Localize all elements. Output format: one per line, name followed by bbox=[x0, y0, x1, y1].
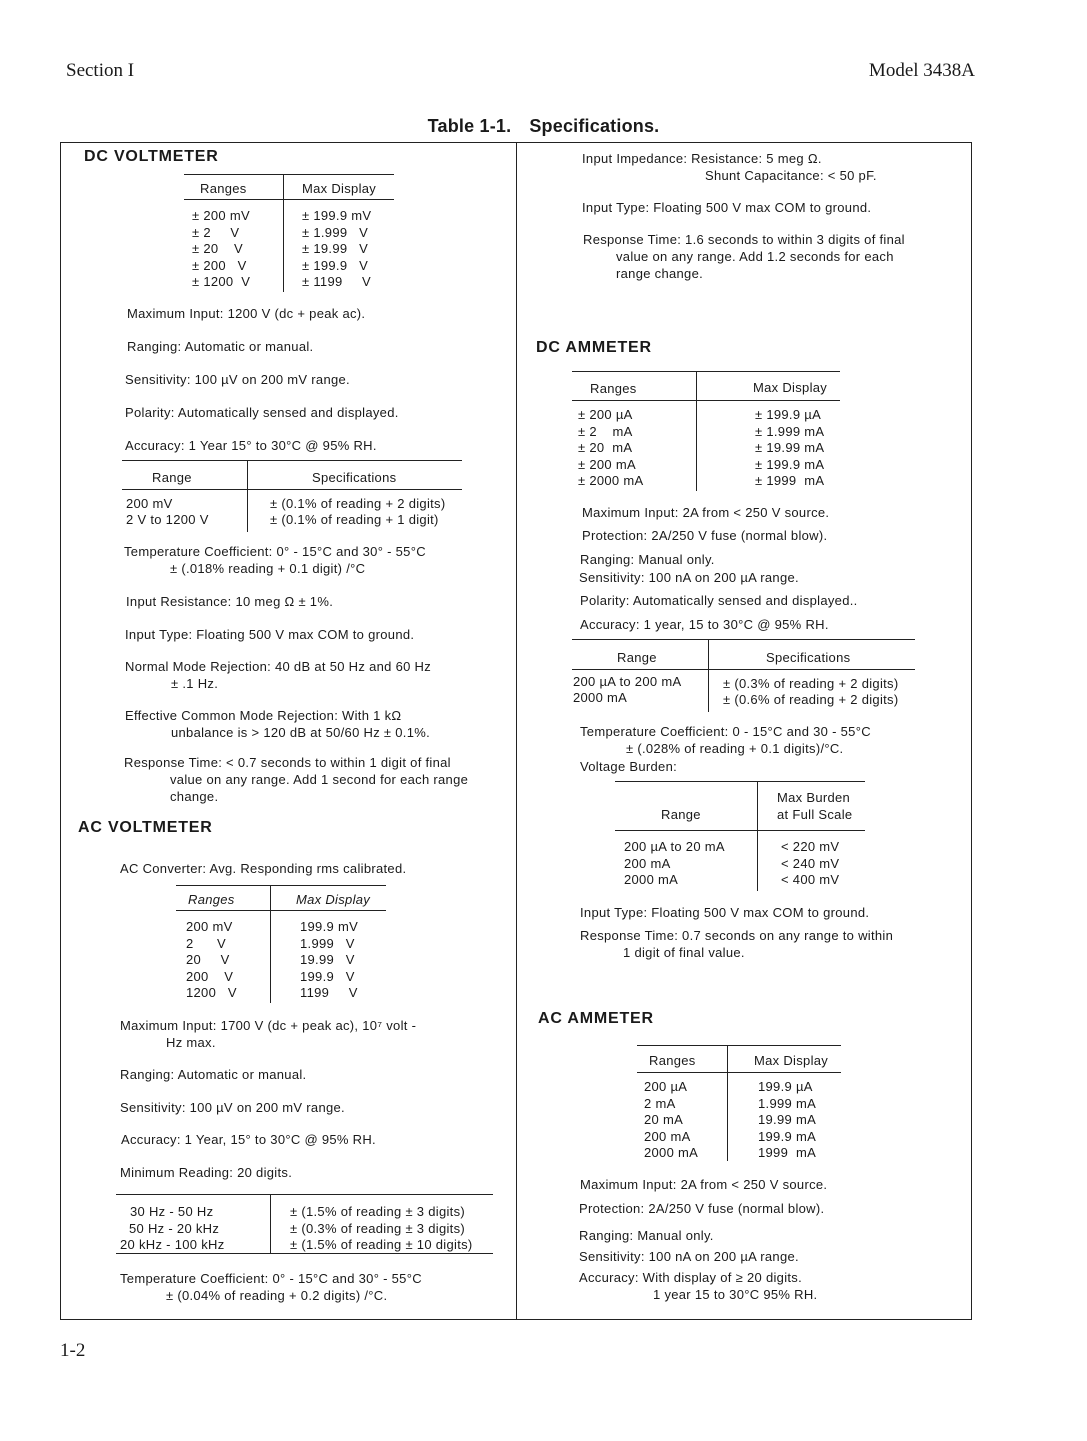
column-header: Max Display bbox=[302, 181, 377, 196]
table-cell: ± 199.9 µA bbox=[755, 407, 822, 422]
table-cell: ± 1999 mA bbox=[755, 473, 825, 488]
page-number: 1-2 bbox=[60, 1340, 86, 1361]
acv-converter: AC Converter: Avg. Responding rms calibrated. bbox=[120, 861, 407, 876]
dca-sensitivity: Sensitivity: 100 nA on 200 µA range. bbox=[579, 570, 799, 585]
dca-accuracy: Accuracy: 1 year, 15 to 30°C @ 95% RH. bbox=[580, 617, 829, 632]
aca-protection: Protection: 2A/250 V fuse (normal blow). bbox=[579, 1201, 825, 1216]
dca-protection: Protection: 2A/250 V fuse (normal blow). bbox=[582, 528, 828, 543]
dca-polarity: Polarity: Automatically sensed and displayed.. bbox=[580, 593, 858, 608]
dcv-ranging: Ranging: Automatic or manual. bbox=[127, 339, 314, 354]
table-cell: ± (1.5% of reading ± 10 digits) bbox=[290, 1237, 473, 1252]
table-cell: ± 1.999 mA bbox=[755, 423, 825, 439]
dcv-normal-mode-rejection: Normal Mode Rejection: 40 dB at 50 Hz and 60 Hz ± .1 Hz. bbox=[125, 659, 432, 691]
model-label: Model 3438A bbox=[868, 60, 975, 81]
table-title bbox=[0, 116, 1087, 137]
table-cell: 1.999 V bbox=[300, 935, 355, 951]
table-cell: ± 2 mA bbox=[578, 423, 633, 439]
table-cell: 2 V to 1200 V bbox=[126, 512, 209, 527]
dca-temp-coefficient: Temperature Coefficient: 0 - 15°C and 30 - 55°C ± (.028% of reading + 0.1 digits)/°C. bbox=[580, 724, 871, 756]
dcv-accuracy-table bbox=[122, 460, 462, 532]
dca-ranging: Ranging: Manual only. bbox=[580, 552, 715, 567]
table-cell: 200 mV bbox=[126, 496, 173, 511]
column-header: Ranges bbox=[188, 892, 235, 907]
table-cell: 200 mA bbox=[624, 855, 671, 871]
table-number: Table 1-1. bbox=[427, 116, 512, 136]
table-cell: 1199 V bbox=[300, 985, 358, 1000]
table-cell: 1999 mA bbox=[758, 1145, 817, 1160]
column-header: Max Burden bbox=[777, 790, 851, 805]
table-cell: ± 1200 V bbox=[192, 274, 251, 289]
table-cell: 2 V bbox=[186, 935, 226, 951]
table-cell: 20 V bbox=[186, 952, 230, 967]
ac-ammeter-heading: AC AMMETER bbox=[538, 1010, 654, 1027]
table-cell: 20 kHz - 100 kHz bbox=[120, 1237, 225, 1252]
column-header: Range bbox=[661, 807, 701, 822]
table-cell: ± 200 µA bbox=[578, 407, 633, 422]
table-cell: 19.99 mA bbox=[758, 1112, 817, 1127]
table-cell: 200 µA to 20 mA bbox=[624, 839, 725, 854]
aca-ranging: Ranging: Manual only. bbox=[579, 1228, 714, 1243]
dcv-response-time: Response Time: < 0.7 seconds to within 1 digit of final value on any range. Add 1 second for each range change. bbox=[124, 755, 469, 804]
acv-max-input: Maximum Input: 1700 V (dc + peak ac), 10⁷ volt - Hz max. bbox=[120, 1018, 417, 1050]
table-cell: < 400 mV bbox=[781, 872, 840, 887]
table-cell: ± 2 V bbox=[192, 224, 240, 240]
table-cell: ± (0.6% of reading + 2 digits) bbox=[723, 692, 899, 707]
table-cell: ± (0.3% of reading + 2 digits) bbox=[723, 676, 899, 691]
table-cell: 30 Hz - 50 Hz bbox=[130, 1204, 214, 1219]
dca-voltage-burden: Voltage Burden: bbox=[580, 759, 678, 774]
table-cell: ± 19.99 mA bbox=[755, 440, 825, 455]
acv-response-time: Response Time: 1.6 seconds to within 3 digits of final value on any range. Add 1.2 seconds for each range change. bbox=[583, 232, 905, 281]
column-header: Range bbox=[617, 650, 657, 665]
acv-ranging: Ranging: Automatic or manual. bbox=[120, 1067, 307, 1082]
dcv-common-mode-rejection: Effective Common Mode Rejection: With 1 kΩ unbalance is > 120 dB at 50/60 Hz ± 0.1%. bbox=[125, 708, 431, 740]
table-cell: ± 200 mA bbox=[578, 456, 636, 472]
column-divider bbox=[516, 142, 517, 1320]
column-header: Ranges bbox=[200, 181, 247, 196]
dca-input-type: Input Type: Floating 500 V max COM to ground. bbox=[580, 905, 870, 920]
table-cell: 199.9 mA bbox=[758, 1128, 817, 1144]
table-cell: 200 µA bbox=[644, 1079, 688, 1094]
table-cell: 200 V bbox=[186, 968, 234, 984]
table-cell: ± (0.1% of reading + 1 digit) bbox=[270, 512, 439, 527]
column-header: Ranges bbox=[649, 1053, 696, 1068]
column-header: Max Display bbox=[296, 892, 371, 907]
dca-response-time: Response Time: 0.7 seconds on any range to within 1 digit of final value. bbox=[580, 928, 894, 960]
column-header: at Full Scale bbox=[777, 807, 853, 822]
dca-max-input: Maximum Input: 2A from < 250 V source. bbox=[582, 505, 830, 520]
dca-range-table bbox=[572, 371, 840, 491]
table-cell: 20 mA bbox=[644, 1112, 684, 1127]
dcv-temp-coefficient: Temperature Coefficient: 0° - 15°C and 30° - 55°C ± (.018% reading + 0.1 digit) /°C bbox=[124, 544, 426, 576]
dca-accuracy-table bbox=[572, 639, 915, 712]
table-cell: 200 µA to 200 mA bbox=[573, 674, 682, 689]
table-cell: 199.9 µA bbox=[758, 1079, 813, 1094]
dcv-max-input: Maximum Input: 1200 V (dc + peak ac). bbox=[127, 306, 366, 321]
ac-voltmeter-heading: AC VOLTMETER bbox=[78, 819, 213, 836]
table-cell: ± 19.99 V bbox=[302, 241, 369, 256]
table-cell: ± 200 mV bbox=[192, 208, 250, 223]
column-header: Specifications bbox=[312, 470, 397, 485]
table-cell: 2000 mA bbox=[644, 1145, 699, 1160]
aca-range-table bbox=[637, 1045, 841, 1161]
table-cell: 200 mA bbox=[644, 1128, 691, 1144]
acv-input-impedance: Input Impedance: Resistance: 5 meg Ω. Shunt Capacitance: < 50 pF. bbox=[582, 151, 877, 183]
dcv-input-resistance: Input Resistance: 10 meg Ω ± 1%. bbox=[126, 594, 334, 609]
table-cell: 50 Hz - 20 kHz bbox=[129, 1220, 220, 1236]
column-header: Max Display bbox=[754, 1053, 829, 1068]
table-cell: 1200 V bbox=[186, 985, 237, 1000]
table-cell: ± 199.9 V bbox=[302, 257, 369, 273]
table-cell: 1.999 mA bbox=[758, 1095, 817, 1111]
acv-range-table bbox=[176, 885, 386, 1003]
dc-voltmeter-heading: DC VOLTMETER bbox=[84, 148, 219, 165]
column-header: Range bbox=[152, 470, 192, 485]
table-cell: ± 2000 mA bbox=[578, 473, 644, 488]
aca-accuracy: Accuracy: With display of ≥ 20 digits. 1 year 15 to 30°C 95% RH. bbox=[579, 1270, 818, 1302]
table-cell: ± (1.5% of reading ± 3 digits) bbox=[290, 1204, 466, 1219]
table-cell: 2000 mA bbox=[573, 690, 628, 705]
dcv-polarity: Polarity: Automatically sensed and displayed. bbox=[125, 405, 399, 420]
table-cell: ± 199.9 mV bbox=[302, 208, 372, 223]
table-cell: 2000 mA bbox=[624, 872, 679, 887]
table-cell: ± 199.9 mA bbox=[755, 456, 825, 472]
table-cell: ± 200 V bbox=[192, 257, 247, 273]
dcv-sensitivity: Sensitivity: 100 µV on 200 mV range. bbox=[125, 372, 350, 387]
acv-sensitivity: Sensitivity: 100 µV on 200 mV range. bbox=[120, 1100, 345, 1115]
table-cell: ± 20 mA bbox=[578, 440, 633, 455]
acv-frequency-table bbox=[116, 1194, 493, 1254]
column-header: Max Display bbox=[753, 380, 828, 395]
dcv-accuracy: Accuracy: 1 Year 15° to 30°C @ 95% RH. bbox=[125, 438, 377, 453]
table-cell: ± 20 V bbox=[192, 241, 244, 256]
column-header: Specifications bbox=[766, 650, 851, 665]
acv-min-reading: Minimum Reading: 20 digits. bbox=[120, 1165, 293, 1180]
table-cell: < 240 mV bbox=[781, 855, 840, 871]
acv-input-type: Input Type: Floating 500 V max COM to ground. bbox=[582, 200, 872, 215]
table-name: Specifications. bbox=[529, 116, 660, 136]
table-cell: ± (0.3% of reading ± 3 digits) bbox=[290, 1220, 466, 1236]
aca-sensitivity: Sensitivity: 100 nA on 200 µA range. bbox=[579, 1249, 799, 1264]
table-cell: ± 1199 V bbox=[302, 274, 372, 289]
table-cell: 19.99 V bbox=[300, 952, 355, 967]
table-cell: 199.9 mV bbox=[300, 919, 359, 934]
section-label: Section I bbox=[66, 60, 135, 81]
aca-max-input: Maximum Input: 2A from < 250 V source. bbox=[580, 1177, 828, 1192]
table-cell: < 220 mV bbox=[781, 839, 840, 854]
dca-burden-table bbox=[615, 781, 865, 891]
table-cell: 199.9 V bbox=[300, 968, 355, 984]
acv-accuracy: Accuracy: 1 Year, 15° to 30°C @ 95% RH. bbox=[121, 1132, 376, 1147]
acv-temp-coefficient: Temperature Coefficient: 0° - 15°C and 30° - 55°C ± (0.04% of reading + 0.2 digits) /°C. bbox=[120, 1271, 422, 1303]
dcv-input-type: Input Type: Floating 500 V max COM to ground. bbox=[125, 627, 415, 642]
table-cell: 2 mA bbox=[644, 1095, 676, 1111]
table-cell: 200 mV bbox=[186, 919, 233, 934]
table-cell: ± 1.999 V bbox=[302, 224, 369, 240]
dcv-range-table bbox=[184, 174, 394, 292]
dc-ammeter-heading: DC AMMETER bbox=[536, 339, 652, 356]
table-cell: ± (0.1% of reading + 2 digits) bbox=[270, 496, 446, 511]
column-header: Ranges bbox=[590, 381, 637, 396]
